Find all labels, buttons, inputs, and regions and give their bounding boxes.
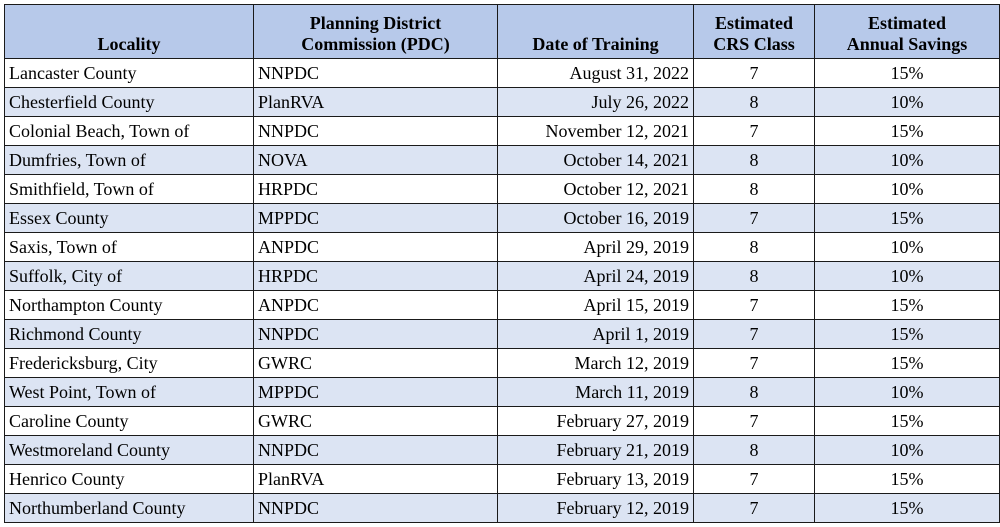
header-annual-savings: Estimated Annual Savings (815, 5, 1000, 59)
cell-date-of-training: April 1, 2019 (498, 320, 694, 349)
cell-pdc: MPPDC (254, 378, 498, 407)
table-row (5, 88, 1000, 117)
cell-annual-savings: 15% (815, 349, 1000, 378)
header-date-of-training: Date of Training (498, 5, 694, 59)
cell-annual-savings: 10% (815, 146, 1000, 175)
cell-crs-class: 7 (694, 320, 815, 349)
cell-locality: Lancaster County (5, 59, 254, 88)
cell-annual-savings: 15% (815, 117, 1000, 146)
cell-pdc: NNPDC (254, 436, 498, 465)
cell-pdc: HRPDC (254, 175, 498, 204)
table-row (5, 291, 1000, 320)
cell-crs-class: 7 (694, 407, 815, 436)
cell-annual-savings: 15% (815, 291, 1000, 320)
cell-pdc: PlanRVA (254, 88, 498, 117)
cell-annual-savings: 10% (815, 262, 1000, 291)
cell-date-of-training: April 24, 2019 (498, 262, 694, 291)
cell-date-of-training: February 27, 2019 (498, 407, 694, 436)
cell-annual-savings: 10% (815, 436, 1000, 465)
cell-locality: West Point, Town of (5, 378, 254, 407)
cell-annual-savings: 15% (815, 320, 1000, 349)
table-row (5, 378, 1000, 407)
cell-crs-class: 8 (694, 436, 815, 465)
table-row (5, 175, 1000, 204)
table-row (5, 465, 1000, 494)
table-row (5, 262, 1000, 291)
cell-pdc: NNPDC (254, 117, 498, 146)
cell-crs-class: 8 (694, 88, 815, 117)
crs-training-table (4, 4, 1000, 523)
header-crs-class: Estimated CRS Class (694, 5, 815, 59)
cell-pdc: GWRC (254, 349, 498, 378)
cell-pdc: PlanRVA (254, 465, 498, 494)
table-row (5, 407, 1000, 436)
cell-crs-class: 8 (694, 262, 815, 291)
cell-locality: Chesterfield County (5, 88, 254, 117)
cell-date-of-training: February 13, 2019 (498, 465, 694, 494)
cell-crs-class: 8 (694, 378, 815, 407)
cell-annual-savings: 15% (815, 407, 1000, 436)
table-row (5, 59, 1000, 88)
cell-annual-savings: 15% (815, 494, 1000, 523)
cell-pdc: HRPDC (254, 262, 498, 291)
cell-date-of-training: March 12, 2019 (498, 349, 694, 378)
cell-annual-savings: 10% (815, 88, 1000, 117)
cell-annual-savings: 10% (815, 378, 1000, 407)
cell-pdc: NOVA (254, 146, 498, 175)
table-row (5, 349, 1000, 378)
cell-crs-class: 8 (694, 233, 815, 262)
cell-locality: Northampton County (5, 291, 254, 320)
cell-pdc: GWRC (254, 407, 498, 436)
cell-crs-class: 7 (694, 59, 815, 88)
cell-crs-class: 8 (694, 175, 815, 204)
cell-date-of-training: April 15, 2019 (498, 291, 694, 320)
cell-locality: Smithfield, Town of (5, 175, 254, 204)
header-row (5, 5, 1000, 59)
table-row (5, 233, 1000, 262)
cell-locality: Henrico County (5, 465, 254, 494)
table-body (5, 59, 1000, 523)
cell-locality: Essex County (5, 204, 254, 233)
table-row (5, 204, 1000, 233)
cell-locality: Saxis, Town of (5, 233, 254, 262)
cell-locality: Caroline County (5, 407, 254, 436)
header-pdc: Planning District Commission (PDC) (254, 5, 498, 59)
cell-date-of-training: February 21, 2019 (498, 436, 694, 465)
cell-locality: Colonial Beach, Town of (5, 117, 254, 146)
cell-date-of-training: July 26, 2022 (498, 88, 694, 117)
cell-crs-class: 7 (694, 494, 815, 523)
cell-pdc: NNPDC (254, 320, 498, 349)
cell-date-of-training: October 14, 2021 (498, 146, 694, 175)
table-row (5, 436, 1000, 465)
cell-pdc: NNPDC (254, 494, 498, 523)
table-row (5, 117, 1000, 146)
table-row (5, 320, 1000, 349)
cell-locality: Suffolk, City of (5, 262, 254, 291)
cell-locality: Westmoreland County (5, 436, 254, 465)
table-row (5, 494, 1000, 523)
cell-pdc: ANPDC (254, 233, 498, 262)
cell-date-of-training: April 29, 2019 (498, 233, 694, 262)
cell-crs-class: 8 (694, 146, 815, 175)
cell-annual-savings: 15% (815, 204, 1000, 233)
cell-date-of-training: October 16, 2019 (498, 204, 694, 233)
cell-annual-savings: 10% (815, 175, 1000, 204)
table-header (5, 5, 1000, 59)
cell-date-of-training: August 31, 2022 (498, 59, 694, 88)
cell-date-of-training: February 12, 2019 (498, 494, 694, 523)
cell-date-of-training: March 11, 2019 (498, 378, 694, 407)
cell-crs-class: 7 (694, 349, 815, 378)
cell-crs-class: 7 (694, 117, 815, 146)
cell-annual-savings: 10% (815, 233, 1000, 262)
cell-annual-savings: 15% (815, 59, 1000, 88)
cell-annual-savings: 15% (815, 465, 1000, 494)
cell-locality: Richmond County (5, 320, 254, 349)
cell-pdc: NNPDC (254, 59, 498, 88)
cell-date-of-training: November 12, 2021 (498, 117, 694, 146)
cell-pdc: MPPDC (254, 204, 498, 233)
cell-crs-class: 7 (694, 204, 815, 233)
header-locality: Locality (5, 5, 254, 59)
cell-pdc: ANPDC (254, 291, 498, 320)
cell-crs-class: 7 (694, 291, 815, 320)
cell-locality: Northumberland County (5, 494, 254, 523)
cell-locality: Dumfries, Town of (5, 146, 254, 175)
cell-date-of-training: October 12, 2021 (498, 175, 694, 204)
cell-locality: Fredericksburg, City (5, 349, 254, 378)
table-row (5, 146, 1000, 175)
cell-crs-class: 7 (694, 465, 815, 494)
